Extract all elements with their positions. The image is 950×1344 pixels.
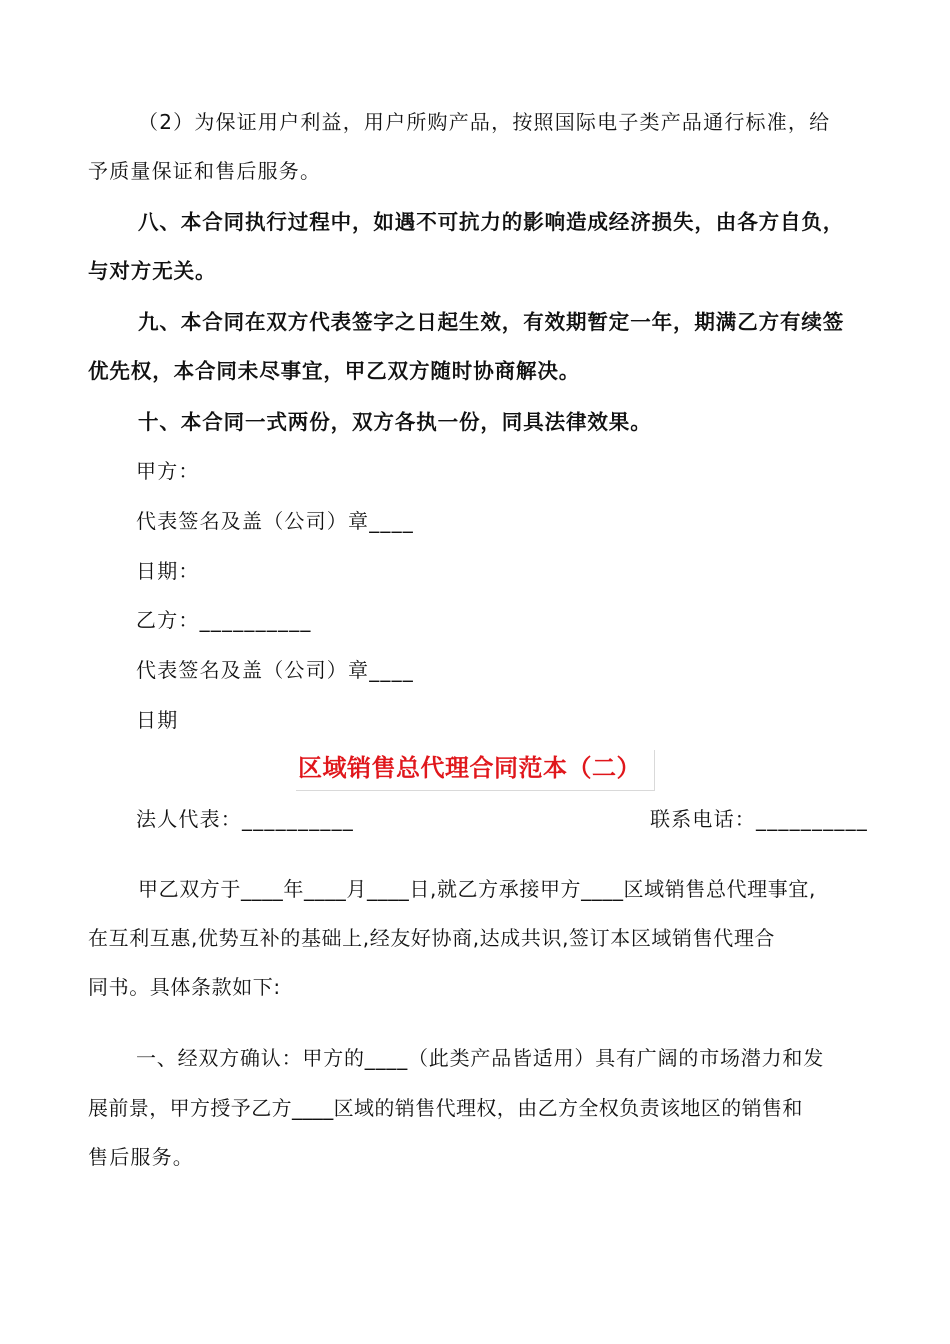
clause-ten-line: 十、本合同一式两份，双方各执一份，同具法律效果。 [138,410,652,434]
clause-nine-line: 优先权，本合同未尽事宜，甲乙双方随时协商解决。 [88,359,581,383]
party-a-label: 甲方： [136,459,200,483]
section-title: 区域销售总代理合同范本（二） [298,753,641,782]
legal-representative-field: 法人代表：__________ [136,807,354,831]
rep-signature-b: 代表签名及盖（公司）章____ [136,658,414,682]
phone-field: 联系电话：__________ [650,807,868,831]
clause-eight-line: 与对方无关。 [88,259,217,283]
preamble-line: 在互利互惠,优势互补的基础上,经友好协商,达成共识,签订本区域销售代理合 [88,926,776,950]
clause-one-line: 展前景，甲方授予乙方____区域的销售代理权，由乙方全权负责该地区的销售和 [88,1096,803,1120]
party-b-label: 乙方：__________ [136,608,312,632]
date-b-label: 日期 [136,708,179,732]
clause-eight-line: 八、本合同执行过程中，如遇不可抗力的影响造成经济损失，由各方自负， [138,210,845,234]
clause-nine-line: 九、本合同在双方代表签字之日起生效，有效期暂定一年，期满乙方有续签 [138,310,845,334]
paragraph-line: （2）为保证用户利益，用户所购产品，按照国际电子类产品通行标准，给 [138,110,831,134]
preamble-line: 甲乙双方于____年____月____日,就乙方承接甲方____区域销售总代理事宜, [138,877,816,901]
clause-one-line: 售后服务。 [88,1145,194,1169]
paragraph-line: 予质量保证和售后服务。 [88,159,322,183]
rep-signature-a: 代表签名及盖（公司）章____ [136,509,414,533]
clause-one-line: 一、经双方确认：甲方的____（此类产品皆适用）具有广阔的市场潜力和发 [136,1046,824,1070]
date-a-label: 日期： [136,559,200,583]
preamble-line: 同书。具体条款如下: [88,975,281,999]
